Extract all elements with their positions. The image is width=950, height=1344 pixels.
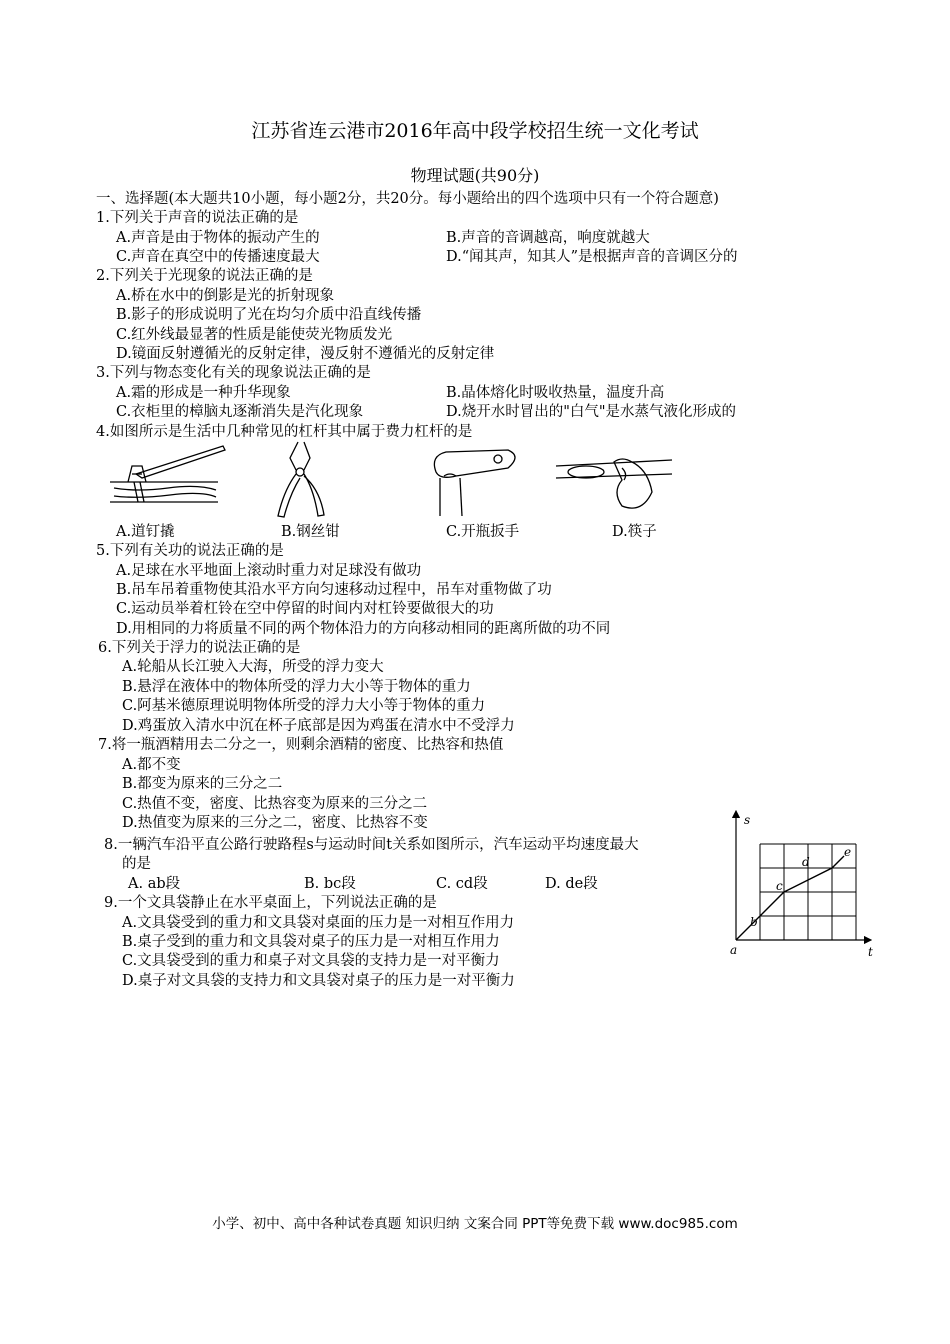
option: D.鸡蛋放入清水中沉在杯子底部是因为鸡蛋在清水中不受浮力	[122, 718, 515, 734]
option: A.轮船从长江驶入大海，所受的浮力变大	[122, 659, 384, 675]
question-stem: 4.如图所示是生活中几种常见的杠杆其中属于费力杠杆的是	[96, 424, 473, 440]
option: C.衣柜里的樟脑丸逐渐消失是汽化现象	[116, 404, 364, 420]
option: A.声音是由于物体的振动产生的	[116, 230, 320, 246]
point-label-e: e	[844, 845, 852, 859]
section-heading: 一、选择题(本大题共10小题，每小题2分，共20分。每小题给出的四个选项中只有一个符合题意)	[96, 191, 719, 207]
question-stem: 5.下列有关功的说法正确的是	[96, 543, 284, 559]
option: A.都不变	[122, 757, 181, 773]
s-t-graph	[726, 808, 882, 960]
option: D.烧开水时冒出的"白气"是水蒸气液化形成的	[446, 404, 737, 420]
s-axis-label: s	[744, 813, 751, 827]
bottle-opener-illustration	[426, 446, 526, 518]
crowbar-illustration	[108, 444, 228, 516]
option: C. cd段	[436, 876, 488, 892]
question-stem: 8.一辆汽车沿平直公路行驶路程s与运动时间t关系如图所示，汽车运动平均速度最大	[104, 837, 639, 853]
question-stem-continued: 的是	[122, 856, 151, 872]
option: D.镜面反射遵循光的反射定律，漫反射不遵循光的反射定律	[116, 346, 495, 362]
option: C.运动员举着杠铃在空中停留的时间内对杠铃要做很大的功	[116, 601, 494, 617]
question-stem: 1.下列关于声音的说法正确的是	[96, 210, 299, 226]
option: B.声音的音调越高，响度就越大	[446, 230, 650, 246]
option: C.文具袋受到的重力和桌子对文具袋的支持力是一对平衡力	[122, 953, 500, 969]
option: B.影子的形成说明了光在均匀介质中沿直线传播	[116, 307, 422, 323]
exam-subtitle: 物理试题(共90分)	[410, 166, 540, 185]
option: B.晶体熔化时吸收热量，温度升高	[446, 385, 665, 401]
option: C.阿基米德原理说明物体所受的浮力大小等于物体的重力	[122, 698, 486, 714]
option: C.声音在真空中的传播速度最大	[116, 249, 320, 265]
option: A.文具袋受到的重力和文具袋对桌面的压力是一对相互作用力	[122, 915, 515, 931]
question-stem: 3.下列与物态变化有关的现象说法正确的是	[96, 365, 371, 381]
chopsticks-illustration	[552, 448, 676, 518]
option: D.“闻其声，知其人”是根据声音的音调区分的	[446, 249, 738, 265]
point-label-d: d	[802, 855, 810, 869]
option: B.吊车吊着重物使其沿水平方向匀速移动过程中，吊车对重物做了功	[116, 582, 552, 598]
t-axis-label: t	[868, 945, 873, 959]
point-label-c: c	[776, 879, 783, 893]
option: A.道钉撬	[116, 524, 175, 540]
option: C.开瓶扳手	[446, 524, 520, 540]
option: B.都变为原来的三分之二	[122, 776, 283, 792]
option: D.桌子对文具袋的支持力和文具袋对桌子的压力是一对平衡力	[122, 973, 515, 989]
point-label-b: b	[750, 915, 758, 929]
option: D.用相同的力将质量不同的两个物体沿力的方向移动相同的距离所做的功不同	[116, 621, 611, 637]
question-stem: 7.将一瓶酒精用去二分之一，则剩余酒精的密度、比热容和热值	[98, 737, 504, 753]
option: B.桌子受到的重力和文具袋对桌子的压力是一对相互作用力	[122, 934, 500, 950]
option: B. bc段	[304, 876, 356, 892]
point-label-a: a	[730, 943, 738, 957]
question-stem: 6.下列关于浮力的说法正确的是	[98, 640, 301, 656]
option: A.足球在水平地面上滚动时重力对足球没有做功	[116, 563, 422, 579]
option: B.钢丝钳	[281, 524, 340, 540]
option: D.筷子	[612, 524, 657, 540]
option: C.热值不变，密度、比热容变为原来的三分之二	[122, 796, 428, 812]
question-stem: 2.下列关于光现象的说法正确的是	[96, 268, 313, 284]
page-footer: 小学、初中、高中各种试卷真题 知识归纳 文案合同 PPT等免费下载 www.doc985.com	[212, 1216, 738, 1232]
question-stem: 9.一个文具袋静止在水平桌面上，下列说法正确的是	[104, 895, 437, 911]
option: A. ab段	[128, 876, 181, 892]
option: A.霜的形成是一种升华现象	[116, 385, 291, 401]
option: D. de段	[545, 876, 598, 892]
option: A.桥在水中的倒影是光的折射现象	[116, 288, 335, 304]
option: B.悬浮在液体中的物体所受的浮力大小等于物体的重力	[122, 679, 471, 695]
option: C.红外线最显著的性质是能使荧光物质发光	[116, 327, 393, 343]
exam-title: 江苏省连云港市2016年高中段学校招生统一文化考试	[251, 120, 699, 142]
pliers-illustration	[270, 440, 330, 520]
option: D.热值变为原来的三分之二，密度、比热容不变	[122, 815, 428, 831]
